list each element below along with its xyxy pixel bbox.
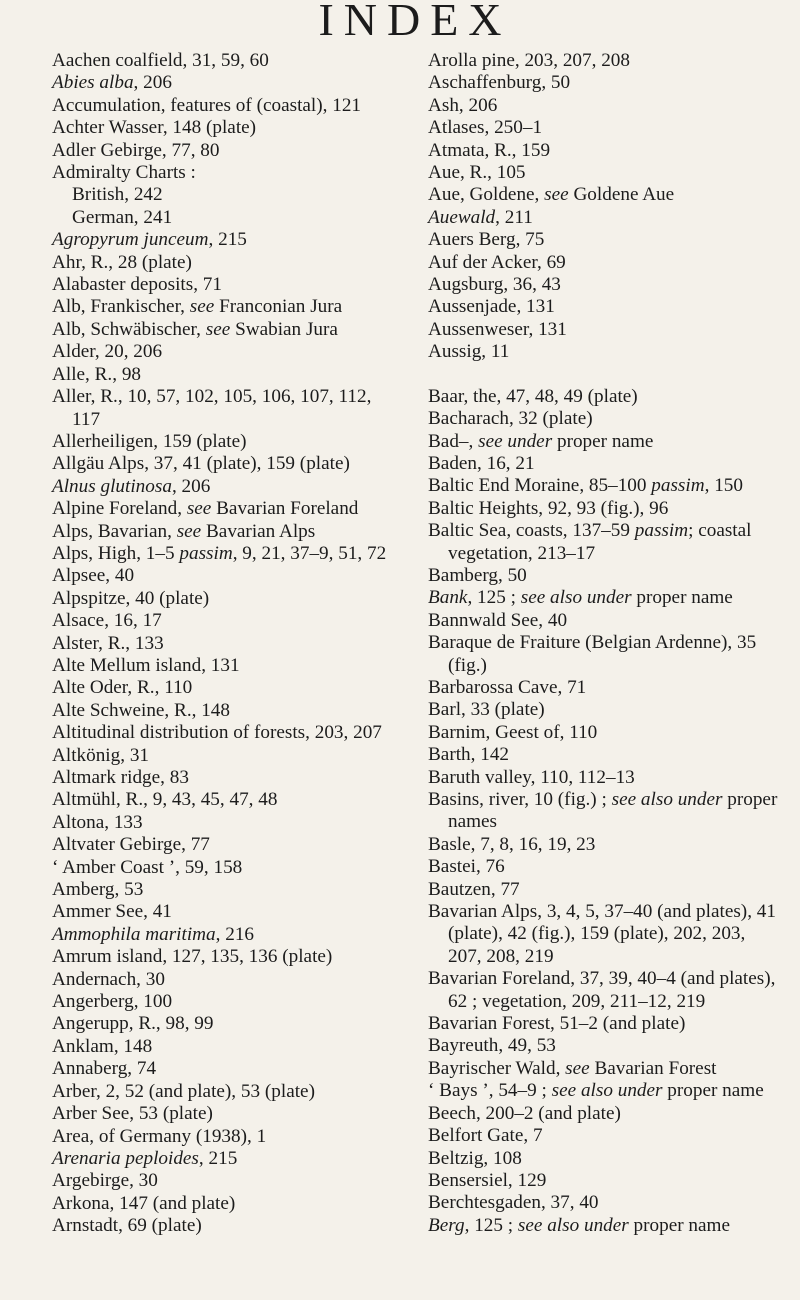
entry-text: Alte Schweine, R., 148 bbox=[52, 699, 230, 721]
index-entry bbox=[52, 341, 402, 363]
entry-text: Aller, R., 10, 57, 102, 105, 106, 107, 112, 117 bbox=[52, 386, 372, 430]
entry-text: ; coastal vegetation, 213–17 bbox=[448, 520, 752, 564]
entry-text: Altitudinal distribution of forests, 203, 207 bbox=[52, 722, 382, 744]
entry-text: Arkona, 147 (and plate) bbox=[52, 1192, 236, 1214]
entry-text: Ahr, R., 28 (plate) bbox=[52, 251, 192, 273]
entry-text: Alpine Foreland, bbox=[52, 498, 187, 520]
index-entry bbox=[52, 722, 402, 744]
index-entry bbox=[428, 610, 778, 632]
entry-text: see bbox=[565, 1057, 590, 1079]
entry-text: proper name bbox=[628, 1214, 730, 1236]
entry-text: Baltic Sea, coasts, 137–59 bbox=[428, 520, 635, 542]
entry-text: Bavarian Alps bbox=[201, 520, 316, 542]
entry-text: Alpsee, 40 bbox=[52, 565, 135, 587]
index-entry bbox=[52, 117, 402, 139]
entry-text: Bavarian Forest bbox=[589, 1057, 717, 1079]
index-entry bbox=[52, 521, 402, 543]
entry-text: , 215 bbox=[208, 229, 247, 251]
index-entry bbox=[52, 1215, 402, 1237]
index-entry bbox=[428, 767, 778, 789]
index-entry bbox=[52, 789, 402, 811]
entry-text: Alster, R., 133 bbox=[52, 632, 164, 654]
entry-text: British, 242 bbox=[72, 184, 163, 206]
entry-text: see bbox=[176, 520, 202, 542]
index-entry bbox=[428, 229, 778, 251]
entry-text: Alnus glutinosa bbox=[52, 475, 172, 497]
index-entry bbox=[52, 1148, 402, 1170]
entry-text: Alle, R., 98 bbox=[52, 363, 142, 385]
index-entry bbox=[52, 700, 402, 722]
index-entry bbox=[428, 431, 778, 453]
index-entry bbox=[428, 453, 778, 475]
entry-text: Baden, 16, 21 bbox=[428, 452, 535, 474]
entry-text: see bbox=[186, 498, 212, 520]
entry-text: see bbox=[544, 184, 569, 206]
entry-text: Allgäu Alps, 37, 41 (plate), 159 (plate) bbox=[52, 453, 350, 475]
index-entry bbox=[52, 1193, 402, 1215]
entry-text: Achter Wasser, 148 (plate) bbox=[52, 117, 257, 139]
index-entry bbox=[428, 1080, 778, 1102]
entry-text: Beltzig, 108 bbox=[428, 1147, 522, 1169]
entry-text: Annaberg, 74 bbox=[52, 1058, 157, 1080]
entry-text: Anklam, 148 bbox=[52, 1035, 153, 1057]
index-entry bbox=[428, 520, 778, 565]
index-entry bbox=[428, 834, 778, 856]
index-entry bbox=[428, 498, 778, 520]
entry-text: see also under bbox=[611, 789, 723, 810]
index-entry bbox=[428, 184, 778, 206]
entry-text: Aussenweser, 131 bbox=[428, 318, 567, 340]
entry-text: Alps, High, 1–5 bbox=[52, 542, 180, 564]
entry-text: Ammophila maritima bbox=[52, 923, 216, 945]
index-entry bbox=[428, 1035, 778, 1057]
index-entry bbox=[428, 1125, 778, 1147]
entry-text: Bavarian Foreland bbox=[211, 498, 359, 520]
index-entry bbox=[52, 162, 402, 184]
entry-text: , 215 bbox=[198, 1147, 238, 1169]
entry-text: Swabian Jura bbox=[230, 318, 338, 340]
entry-text: see bbox=[205, 318, 231, 340]
index-entry bbox=[52, 1081, 402, 1103]
index-entry bbox=[52, 857, 402, 879]
entry-text: Abies alba bbox=[52, 72, 134, 94]
entry-text: Arber See, 53 (plate) bbox=[52, 1103, 213, 1125]
index-entry bbox=[52, 924, 402, 946]
index-entry bbox=[52, 946, 402, 968]
index-entry bbox=[52, 476, 402, 498]
entry-text: Arenaria peploides bbox=[52, 1147, 199, 1169]
index-entry bbox=[428, 162, 778, 184]
entry-text: , 206 bbox=[171, 475, 211, 497]
entry-text: Bavarian Forest, 51–2 (and plate) bbox=[428, 1013, 686, 1035]
entry-text: German, 241 bbox=[72, 206, 173, 228]
index-entry bbox=[428, 207, 778, 229]
entry-text: Aussenjade, 131 bbox=[428, 296, 555, 318]
index-entry bbox=[428, 408, 778, 430]
index-entry bbox=[428, 117, 778, 139]
entry-text: Goldene Aue bbox=[568, 184, 675, 206]
index-entry bbox=[428, 95, 778, 117]
index-entry bbox=[428, 1013, 778, 1035]
index-entry bbox=[52, 565, 402, 587]
entry-text: Adler Gebirge, 77, 80 bbox=[52, 139, 220, 161]
entry-text: ‘ Amber Coast ’, 59, 158 bbox=[52, 856, 243, 878]
entry-text: Bamberg, 50 bbox=[428, 564, 527, 586]
index-entry bbox=[428, 722, 778, 744]
entry-text: Ash, 206 bbox=[428, 94, 498, 116]
index-entry bbox=[52, 588, 402, 610]
index-entry bbox=[52, 140, 402, 162]
entry-text: Atmata, R., 159 bbox=[428, 139, 551, 161]
page-heading: INDEX bbox=[318, 0, 512, 45]
index-entry bbox=[428, 565, 778, 587]
entry-text: Bacharach, 32 (plate) bbox=[428, 408, 593, 430]
index-entry bbox=[52, 543, 402, 565]
entry-text: proper name bbox=[552, 430, 654, 452]
index-entry bbox=[428, 677, 778, 699]
index-entry bbox=[428, 1103, 778, 1125]
entry-text: Bensersiel, 129 bbox=[428, 1169, 547, 1191]
entry-text: Augsburg, 36, 43 bbox=[428, 274, 561, 296]
index-entry bbox=[52, 1013, 402, 1035]
entry-text: passim bbox=[634, 520, 689, 542]
entry-text: Auewald bbox=[428, 206, 496, 228]
index-entry bbox=[428, 475, 778, 497]
index-entry bbox=[428, 879, 778, 901]
entry-text: Aussig, 11 bbox=[428, 341, 510, 363]
entry-text: , 216 bbox=[215, 923, 255, 945]
entry-text: see also under bbox=[551, 1080, 663, 1102]
entry-text: Argebirge, 30 bbox=[52, 1170, 158, 1192]
index-entry bbox=[428, 699, 778, 721]
entry-text: Alsace, 16, 17 bbox=[52, 610, 162, 632]
entry-text: proper names bbox=[448, 789, 778, 833]
index-entry bbox=[52, 498, 402, 520]
entry-text: Amrum island, 127, 135, 136 (plate) bbox=[52, 946, 333, 968]
entry-text: Admiralty Charts : bbox=[52, 162, 196, 184]
index-column-right bbox=[428, 50, 778, 1238]
index-entry bbox=[428, 632, 778, 677]
index-entry bbox=[52, 72, 402, 94]
entry-text: , 150 bbox=[704, 475, 743, 497]
entry-text: Altkönig, 31 bbox=[52, 744, 150, 766]
entry-text: Bavarian Alps, 3, 4, 5, 37–40 (and plates), 41 (plate), 42 (fig.), 159 (plate), 202, 203, 207, 208, 219 bbox=[428, 901, 776, 967]
index-entry bbox=[428, 901, 778, 968]
entry-text: Barth, 142 bbox=[428, 744, 510, 766]
index-entry bbox=[428, 744, 778, 766]
entry-text: Bayrischer Wald, bbox=[428, 1057, 566, 1079]
entry-text: Arnstadt, 69 (plate) bbox=[52, 1215, 202, 1237]
entry-text: see under bbox=[478, 430, 553, 452]
entry-text: , 206 bbox=[133, 72, 172, 94]
index-entry bbox=[428, 856, 778, 878]
index-entry bbox=[52, 991, 402, 1013]
index-entry bbox=[52, 319, 402, 341]
index-entry bbox=[52, 274, 402, 296]
entry-text: Baraque de Fraiture (Belgian Ardenne), 35 (fig.) bbox=[428, 632, 757, 676]
index-entry bbox=[52, 386, 402, 431]
entry-text: Alte Mellum island, 131 bbox=[52, 654, 240, 676]
index-entry bbox=[52, 745, 402, 767]
index-entry bbox=[428, 50, 778, 72]
index-entry bbox=[52, 252, 402, 274]
entry-text: see bbox=[189, 296, 215, 318]
index-entry bbox=[428, 319, 778, 341]
index-entry bbox=[52, 812, 402, 834]
index-entry bbox=[52, 1036, 402, 1058]
entry-text: Aue, R., 105 bbox=[428, 162, 526, 184]
entry-text: Auf der Acker, 69 bbox=[428, 251, 566, 273]
index-entry bbox=[52, 834, 402, 856]
entry-text: proper name bbox=[662, 1080, 764, 1102]
index-entry bbox=[52, 1170, 402, 1192]
entry-text: proper name bbox=[631, 587, 733, 609]
index-entry bbox=[52, 1126, 402, 1148]
index-entry bbox=[52, 453, 402, 475]
index-entry bbox=[52, 969, 402, 991]
entry-text: Berchtesgaden, 37, 40 bbox=[428, 1192, 599, 1214]
entry-text: Baruth valley, 110, 112–13 bbox=[428, 766, 635, 788]
entry-text: Alb, Schwäbischer, bbox=[52, 318, 206, 340]
index-entry bbox=[52, 95, 402, 117]
entry-text: Bayreuth, 49, 53 bbox=[428, 1035, 556, 1057]
index-entry bbox=[52, 633, 402, 655]
entry-text: Altmark ridge, 83 bbox=[52, 767, 189, 788]
entry-text: , 211 bbox=[495, 206, 533, 228]
entry-text: Berg bbox=[428, 1214, 465, 1236]
entry-text: , 9, 21, 37–9, 51, 72 bbox=[232, 542, 387, 564]
entry-text: Area, of Germany (1938), 1 bbox=[52, 1125, 267, 1147]
index-subentry bbox=[52, 184, 402, 206]
index-entry bbox=[52, 364, 402, 386]
entry-text: Bannwald See, 40 bbox=[428, 609, 568, 631]
index-entry bbox=[428, 140, 778, 162]
index-column-left bbox=[52, 50, 402, 1238]
index-subentry bbox=[52, 207, 402, 229]
entry-text: Ammer See, 41 bbox=[52, 901, 172, 923]
entry-text: Baltic Heights, 92, 93 (fig.), 96 bbox=[428, 497, 669, 519]
index-columns bbox=[52, 50, 778, 1238]
entry-text: Alte Oder, R., 110 bbox=[52, 677, 193, 699]
entry-text: passim bbox=[651, 475, 705, 497]
entry-text: Allerheiligen, 159 (plate) bbox=[52, 430, 247, 452]
entry-text: Aschaffenburg, 50 bbox=[428, 72, 571, 94]
index-entry bbox=[52, 767, 402, 789]
index-entry bbox=[428, 1058, 778, 1080]
index-entry bbox=[428, 968, 778, 1013]
index-entry bbox=[52, 677, 402, 699]
index-entry bbox=[52, 610, 402, 632]
entry-text: Basins, river, 10 (fig.) ; bbox=[428, 789, 612, 810]
entry-text: Bastei, 76 bbox=[428, 856, 505, 878]
entry-text: Altona, 133 bbox=[52, 811, 143, 833]
entry-text: Barl, 33 (plate) bbox=[428, 699, 545, 721]
entry-text: Aachen coalfield, 31, 59, 60 bbox=[52, 50, 269, 71]
entry-text: Belfort Gate, 7 bbox=[428, 1125, 543, 1147]
index-entry bbox=[52, 296, 402, 318]
index-entry bbox=[52, 655, 402, 677]
entry-text: Agropyrum junceum bbox=[52, 229, 209, 251]
index-entry bbox=[428, 1170, 778, 1192]
index-entry bbox=[52, 431, 402, 453]
index-entry bbox=[428, 274, 778, 296]
entry-text: Bautzen, 77 bbox=[428, 878, 520, 900]
index-entry bbox=[428, 252, 778, 274]
entry-text: Beech, 200–2 (and plate) bbox=[428, 1102, 621, 1124]
entry-text: ‘ Bays ’, 54–9 ; bbox=[428, 1080, 552, 1102]
index-entry bbox=[52, 879, 402, 901]
entry-text: Alabaster deposits, 71 bbox=[52, 274, 222, 296]
entry-text: Bavarian Foreland, 37, 39, 40–4 (and plates), 62 ; vegetation, 209, 211–12, 219 bbox=[428, 968, 776, 1012]
entry-text: Alb, Frankischer, bbox=[52, 296, 190, 318]
entry-text: Atlases, 250–1 bbox=[428, 117, 543, 139]
index-entry bbox=[52, 901, 402, 923]
entry-text: Altmühl, R., 9, 43, 45, 47, 48 bbox=[52, 789, 278, 811]
index-entry bbox=[52, 1058, 402, 1080]
index-entry bbox=[428, 296, 778, 318]
entry-text: Andernach, 30 bbox=[52, 968, 165, 990]
entry-text: Barbarossa Cave, 71 bbox=[428, 676, 587, 698]
entry-text: Bank bbox=[428, 587, 468, 609]
entry-text: Alder, 20, 206 bbox=[52, 341, 163, 363]
entry-text: Arber, 2, 52 (and plate), 53 (plate) bbox=[52, 1080, 315, 1102]
index-entry bbox=[428, 1148, 778, 1170]
entry-text: Arolla pine, 203, 207, 208 bbox=[428, 50, 630, 71]
entry-text: Bad–, bbox=[428, 430, 479, 452]
entry-text: passim bbox=[179, 542, 233, 564]
entry-text: , 125 ; bbox=[464, 1214, 518, 1236]
index-entry bbox=[428, 341, 778, 363]
index-entry bbox=[428, 587, 778, 609]
entry-text: Franconian Jura bbox=[214, 296, 343, 318]
entry-text: Barnim, Geest of, 110 bbox=[428, 721, 598, 743]
index-entry bbox=[52, 50, 402, 72]
entry-text: see also under bbox=[517, 1214, 629, 1236]
entry-text: Aue, Goldene, bbox=[428, 184, 545, 206]
entry-text: Amberg, 53 bbox=[52, 879, 144, 901]
entry-text: Alpspitze, 40 (plate) bbox=[52, 587, 210, 609]
index-entry bbox=[52, 1103, 402, 1125]
entry-text: see also under bbox=[520, 587, 632, 609]
index-entry bbox=[428, 72, 778, 94]
entry-text: Altvater Gebirge, 77 bbox=[52, 834, 210, 856]
entry-text: Angerupp, R., 98, 99 bbox=[52, 1013, 214, 1035]
entry-text: , 125 ; bbox=[467, 587, 521, 609]
index-entry bbox=[428, 789, 778, 834]
entry-text: Accumulation, features of (coastal), 121 bbox=[52, 94, 362, 116]
entry-text: Basle, 7, 8, 16, 19, 23 bbox=[428, 833, 596, 855]
index-entry bbox=[428, 386, 778, 408]
index-entry bbox=[52, 229, 402, 251]
index-entry bbox=[428, 1192, 778, 1214]
index-entry bbox=[428, 1215, 778, 1237]
entry-text: Baar, the, 47, 48, 49 (plate) bbox=[428, 385, 638, 407]
entry-text: Alps, Bavarian, bbox=[52, 520, 177, 542]
entry-text: Baltic End Moraine, 85–100 bbox=[428, 475, 652, 497]
entry-text: Angerberg, 100 bbox=[52, 991, 173, 1013]
entry-text: Auers Berg, 75 bbox=[428, 229, 545, 251]
